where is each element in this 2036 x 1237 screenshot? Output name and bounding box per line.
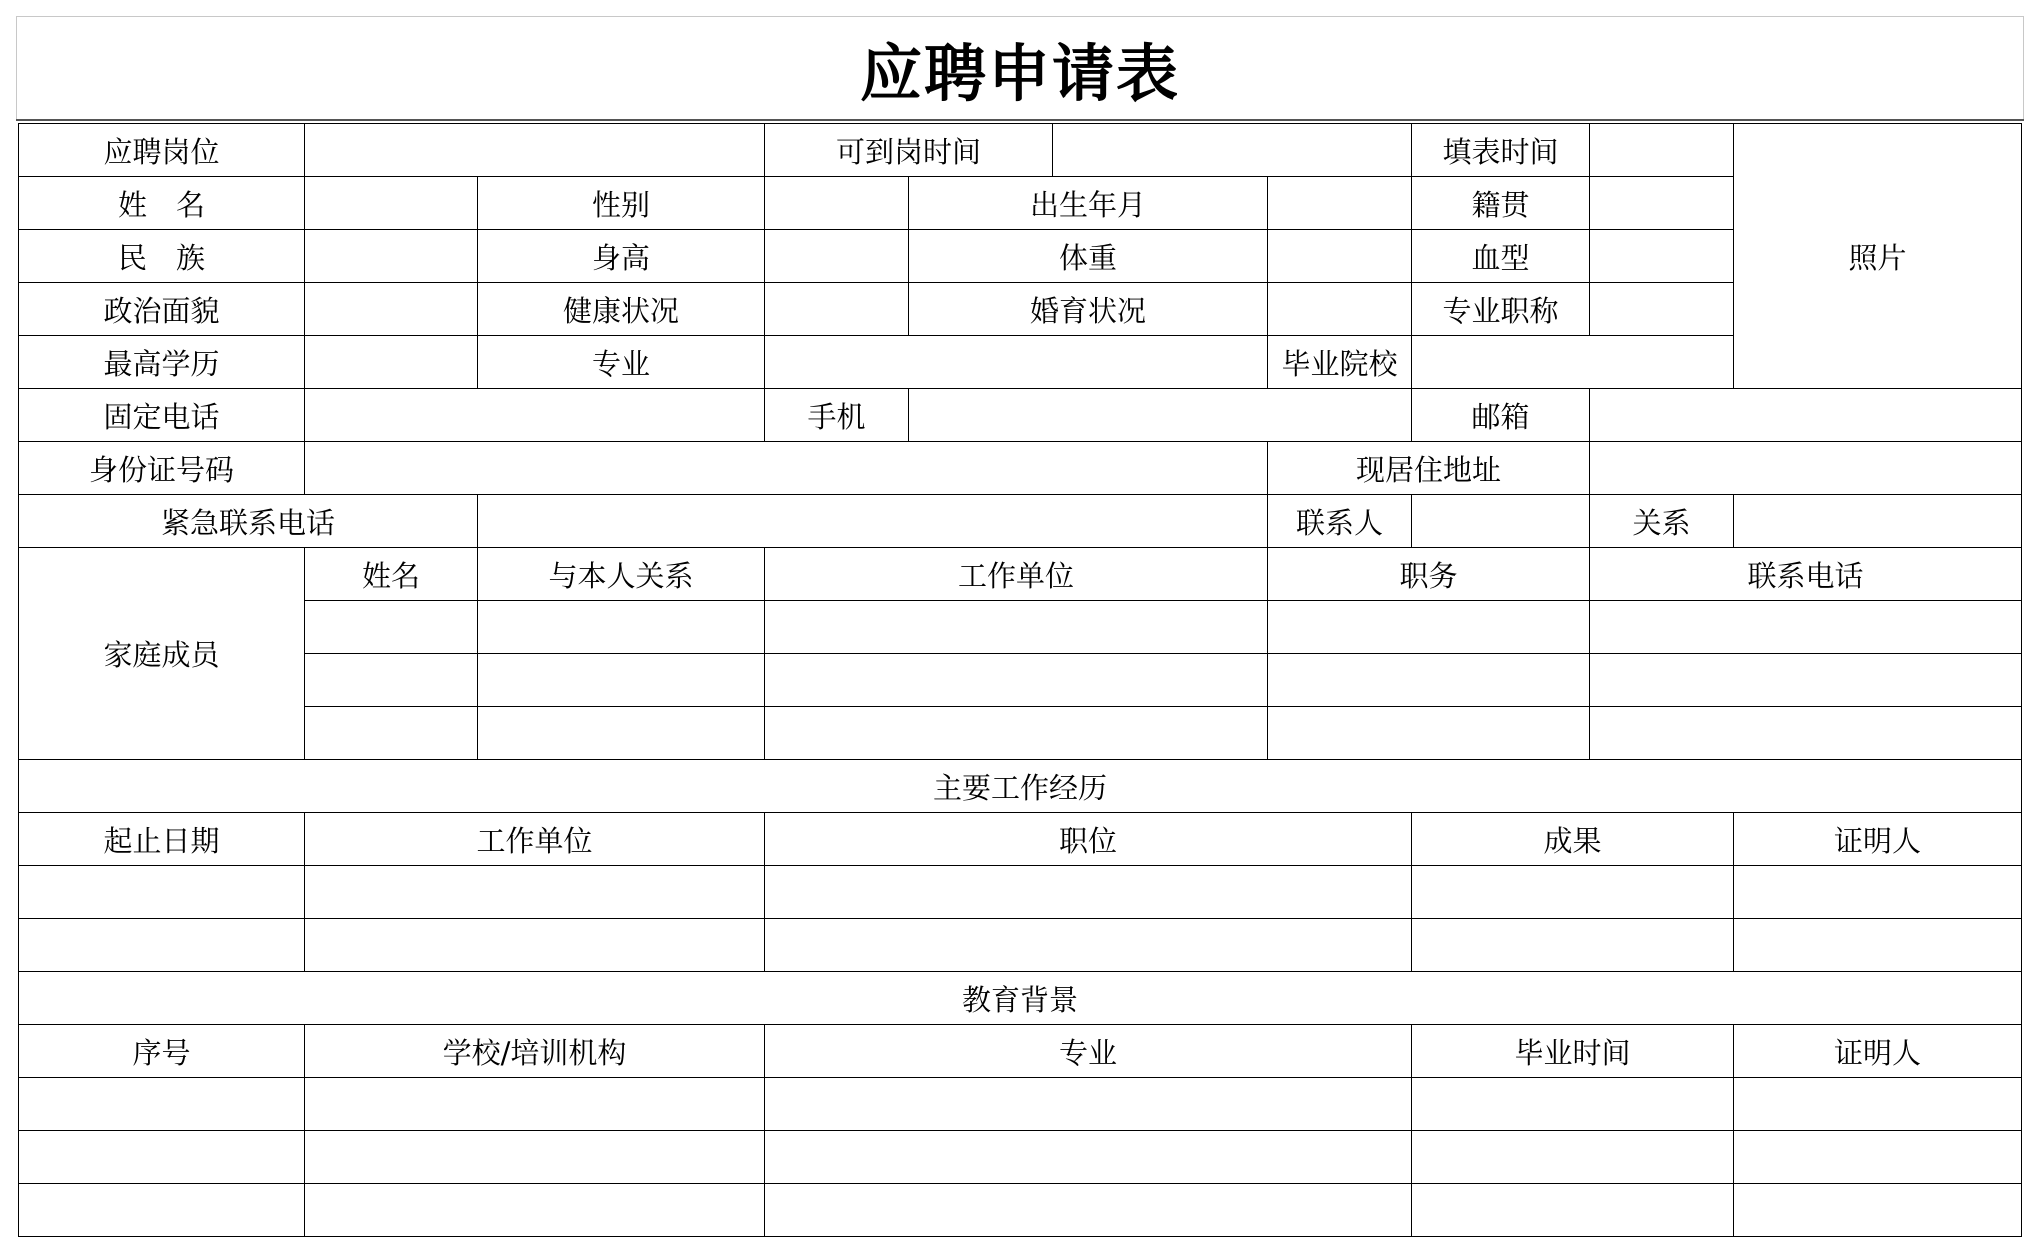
- edu-cell-referee[interactable]: [1734, 1184, 2022, 1237]
- row-ethnicity: [19, 230, 2022, 283]
- family-header-row: [19, 548, 2022, 601]
- work-cell-referee[interactable]: [1734, 919, 2022, 972]
- field-landline[interactable]: [305, 389, 765, 442]
- title-divider: [16, 119, 2024, 121]
- label-politics: 政治面貌: [19, 283, 305, 336]
- field-politics[interactable]: [305, 283, 478, 336]
- family-cell-phone[interactable]: [1590, 707, 2022, 760]
- work-header-achievement: 成果: [1412, 813, 1734, 866]
- edu-cell-grad-time[interactable]: [1412, 1131, 1734, 1184]
- work-cell-achievement[interactable]: [1412, 866, 1734, 919]
- field-blood-type[interactable]: [1590, 230, 1734, 283]
- work-cell-referee[interactable]: [1734, 866, 2022, 919]
- work-cell-employer[interactable]: [305, 919, 765, 972]
- label-id-number: 身份证号码: [19, 442, 305, 495]
- edu-cell-major[interactable]: [765, 1078, 1412, 1131]
- edu-cell-index[interactable]: [19, 1131, 305, 1184]
- work-header-employer: 工作单位: [305, 813, 765, 866]
- field-relation[interactable]: [1734, 495, 2022, 548]
- field-contact-person[interactable]: [1412, 495, 1590, 548]
- label-native-place: 籍贯: [1412, 177, 1590, 230]
- family-cell-name[interactable]: [305, 654, 478, 707]
- work-cell-position[interactable]: [765, 919, 1412, 972]
- field-position[interactable]: [305, 124, 765, 177]
- work-cell-dates[interactable]: [19, 919, 305, 972]
- label-mobile: 手机: [765, 389, 909, 442]
- field-height[interactable]: [765, 230, 909, 283]
- family-header-phone: 联系电话: [1590, 548, 2022, 601]
- edu-header-index: 序号: [19, 1025, 305, 1078]
- label-ethnicity: 民 族: [19, 230, 305, 283]
- edu-cell-referee[interactable]: [1734, 1131, 2022, 1184]
- work-section-row: [19, 760, 2022, 813]
- field-fill-time[interactable]: [1590, 124, 1734, 177]
- field-marital[interactable]: [1268, 283, 1412, 336]
- label-education: 最高学历: [19, 336, 305, 389]
- label-graduate-school: 毕业院校: [1268, 336, 1412, 389]
- work-header-referee: 证明人: [1734, 813, 2022, 866]
- family-header-duty: 职务: [1268, 548, 1590, 601]
- work-row: [19, 866, 2022, 919]
- edu-cell-index[interactable]: [19, 1078, 305, 1131]
- label-landline: 固定电话: [19, 389, 305, 442]
- label-email: 邮箱: [1412, 389, 1590, 442]
- label-health: 健康状况: [478, 283, 765, 336]
- field-native-place[interactable]: [1590, 177, 1734, 230]
- row-emergency: [19, 495, 2022, 548]
- label-major: 专业: [478, 336, 765, 389]
- family-cell-duty[interactable]: [1268, 601, 1590, 654]
- family-cell-phone[interactable]: [1590, 654, 2022, 707]
- field-title-rank[interactable]: [1590, 283, 1734, 336]
- page-title: 应聘申请表: [859, 36, 1180, 110]
- row-name: [19, 177, 2022, 230]
- label-blood-type: 血型: [1412, 230, 1590, 283]
- family-row: [19, 707, 2022, 760]
- edu-cell-grad-time[interactable]: [1412, 1078, 1734, 1131]
- edu-cell-referee[interactable]: [1734, 1078, 2022, 1131]
- education-row: [19, 1131, 2022, 1184]
- education-header-row: [19, 1025, 2022, 1078]
- education-row: [19, 1078, 2022, 1131]
- family-header-employer: 工作单位: [765, 548, 1268, 601]
- field-major[interactable]: [765, 336, 1268, 389]
- title-box: [16, 16, 2024, 119]
- family-cell-duty[interactable]: [1268, 654, 1590, 707]
- field-ethnicity[interactable]: [305, 230, 478, 283]
- label-address: 现居住地址: [1268, 442, 1590, 495]
- label-marital: 婚育状况: [909, 283, 1268, 336]
- family-cell-relation[interactable]: [478, 601, 765, 654]
- edu-cell-index[interactable]: [19, 1184, 305, 1237]
- family-row: [19, 654, 2022, 707]
- label-gender: 性别: [478, 177, 765, 230]
- edu-cell-school[interactable]: [305, 1078, 765, 1131]
- work-cell-position[interactable]: [765, 866, 1412, 919]
- field-address[interactable]: [1590, 442, 2022, 495]
- field-mobile[interactable]: [909, 389, 1412, 442]
- work-row: [19, 919, 2022, 972]
- edu-header-grad-time: 毕业时间: [1412, 1025, 1734, 1078]
- field-id-number[interactable]: [305, 442, 1268, 495]
- edu-header-referee: 证明人: [1734, 1025, 2022, 1078]
- label-name: 姓 名: [19, 177, 305, 230]
- field-emergency-phone[interactable]: [478, 495, 1268, 548]
- label-available-time: 可到岗时间: [765, 124, 1053, 177]
- work-cell-employer[interactable]: [305, 866, 765, 919]
- education-section-row: [19, 972, 2022, 1025]
- edu-cell-major[interactable]: [765, 1184, 1412, 1237]
- field-birth[interactable]: [1268, 177, 1412, 230]
- edu-cell-major[interactable]: [765, 1131, 1412, 1184]
- work-cell-dates[interactable]: [19, 866, 305, 919]
- row-id: [19, 442, 2022, 495]
- work-header-dates: 起止日期: [19, 813, 305, 866]
- field-available-time[interactable]: [1053, 124, 1412, 177]
- family-cell-relation[interactable]: [478, 707, 765, 760]
- family-cell-duty[interactable]: [1268, 707, 1590, 760]
- row-position: [19, 124, 2022, 177]
- field-name[interactable]: [305, 177, 478, 230]
- family-row: [19, 601, 2022, 654]
- row-politics: [19, 283, 2022, 336]
- family-cell-phone[interactable]: [1590, 601, 2022, 654]
- row-education: [19, 336, 2022, 389]
- education-row: [19, 1184, 2022, 1237]
- label-family: 家庭成员: [19, 548, 305, 760]
- label-title-rank: 专业职称: [1412, 283, 1590, 336]
- field-weight[interactable]: [1268, 230, 1412, 283]
- field-email[interactable]: [1590, 389, 2022, 442]
- label-birth: 出生年月: [909, 177, 1268, 230]
- section-work-history: 主要工作经历: [19, 760, 2022, 813]
- edu-header-major: 专业: [765, 1025, 1412, 1078]
- family-cell-employer[interactable]: [765, 601, 1268, 654]
- family-cell-relation[interactable]: [478, 654, 765, 707]
- label-emergency-phone: 紧急联系电话: [19, 495, 478, 548]
- edu-header-school: 学校/培训机构: [305, 1025, 765, 1078]
- family-header-name: 姓名: [305, 548, 478, 601]
- family-header-relation: 与本人关系: [478, 548, 765, 601]
- field-gender[interactable]: [765, 177, 909, 230]
- family-cell-name[interactable]: [305, 707, 478, 760]
- field-education[interactable]: [305, 336, 478, 389]
- edu-cell-school[interactable]: [305, 1131, 765, 1184]
- photo-area[interactable]: 照片: [1734, 124, 2022, 389]
- label-relation: 关系: [1590, 495, 1734, 548]
- edu-cell-grad-time[interactable]: [1412, 1184, 1734, 1237]
- work-cell-achievement[interactable]: [1412, 919, 1734, 972]
- label-fill-time: 填表时间: [1412, 124, 1590, 177]
- field-health[interactable]: [765, 283, 909, 336]
- work-header-row: [19, 813, 2022, 866]
- label-contact-person: 联系人: [1268, 495, 1412, 548]
- family-cell-employer[interactable]: [765, 654, 1268, 707]
- field-graduate-school[interactable]: [1412, 336, 1734, 389]
- family-cell-name[interactable]: [305, 601, 478, 654]
- label-position: 应聘岗位: [19, 124, 305, 177]
- work-header-position: 职位: [765, 813, 1412, 866]
- edu-cell-school[interactable]: [305, 1184, 765, 1237]
- application-form-table: [18, 123, 2022, 1237]
- family-cell-employer[interactable]: [765, 707, 1268, 760]
- label-weight: 体重: [909, 230, 1268, 283]
- row-contact: [19, 389, 2022, 442]
- section-education: 教育背景: [19, 972, 2022, 1025]
- label-height: 身高: [478, 230, 765, 283]
